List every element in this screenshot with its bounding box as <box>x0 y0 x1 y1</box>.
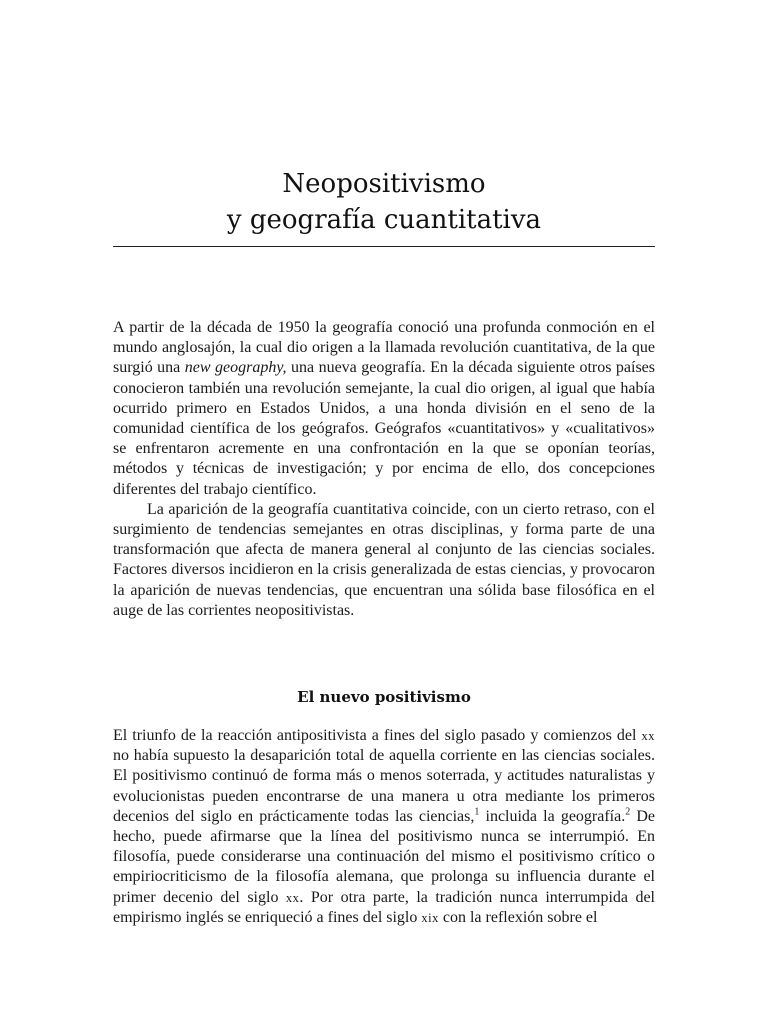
section-text-part-2: no había supuesto la desaparición total de aquella corriente en las ciencias sociales. El positivismo continuó de forma más o menos soterrada, y actitudes naturalistas y evolucionistas pueden encontrarse de una manera u otra mediante los primeros decenios del siglo en prácticamente todas las ciencias, <box>113 747 655 825</box>
section-text-part-1: El triunfo de la reacción antipositivista a fines del siglo pasado y comienzos del <box>113 727 642 744</box>
century-xx-2: xx <box>285 890 300 905</box>
chapter-title-line-2: y geografía cuantitativa <box>226 205 542 235</box>
section-heading: El nuevo positivismo <box>297 688 471 706</box>
new-geography-term: new geography, <box>184 359 287 377</box>
chapter-title-line-1: Neopositivismo <box>282 169 486 199</box>
century-xx: xx <box>641 729 655 743</box>
intro-paragraph-2: La aparición de la geografía cuantitativa coincide, con un cierto retraso, con el surgimiento de tendencias semejantes en otras disciplinas, y forma parte de una transformación que afecta de manera general al conjunto de las ciencias sociales. Factores diversos incidieron en la crisis generalizada de estas ciencias, y provocaron la aparición de nuevas tendencias, que encuentran una sólida base filosófica en el auge de las corrientes neopositivistas. <box>113 500 655 619</box>
section-text-part-5: . Por otra parte, la tradición nunca interrumpida del empirismo inglés se enriqueció a fines del siglo <box>113 888 656 926</box>
intro-text <box>113 318 655 621</box>
title-divider <box>113 246 655 247</box>
section-paragraph-1 <box>113 726 655 928</box>
section-text-part-6: con la reflexión sobre el <box>438 908 598 926</box>
intro-paragraph-1 <box>113 318 655 500</box>
section-text-part-4: De hecho, puede afirmarse que la línea del positivismo nunca se interrumpió. En filosofía, puede considerarse una continuación del mismo el positivismo crítico o empiriocriticismo de la filosofía alemana, que prolonga su influencia durante el primer decenio del siglo <box>113 807 656 906</box>
century-xix: xix <box>421 910 439 925</box>
section-text <box>113 726 655 928</box>
footnote-ref-1[interactable]: 1 <box>474 806 480 818</box>
intro-paragraph-1-end: una nueva geografía. En la década siguiente otros países conocieron también una revolución semejante, la cual dio origen, al igual que había ocurrido primero en Estados Unidos, a una honda división en el seno de la comunidad científica de los geógrafos. Geógrafos «cuantitativos» y «cualitativos» se enfrentaron acremente en una confrontación en la que se oponían teorías, métodos y técnicas de investigación; y por encima de ello, dos concepciones diferentes del trabajo científico. <box>113 359 656 498</box>
intro-paragraph-1-start: A partir de la década de 1950 la geografía conoció una profunda conmoción en el mundo anglosajón, la cual dio origen a la llamada revolución cuantitativa, de la que surgió una <box>113 319 655 377</box>
footnote-ref-2[interactable]: 2 <box>625 806 631 818</box>
chapter-title <box>113 166 655 238</box>
section-text-part-3: incluida la geografía. <box>479 807 626 825</box>
